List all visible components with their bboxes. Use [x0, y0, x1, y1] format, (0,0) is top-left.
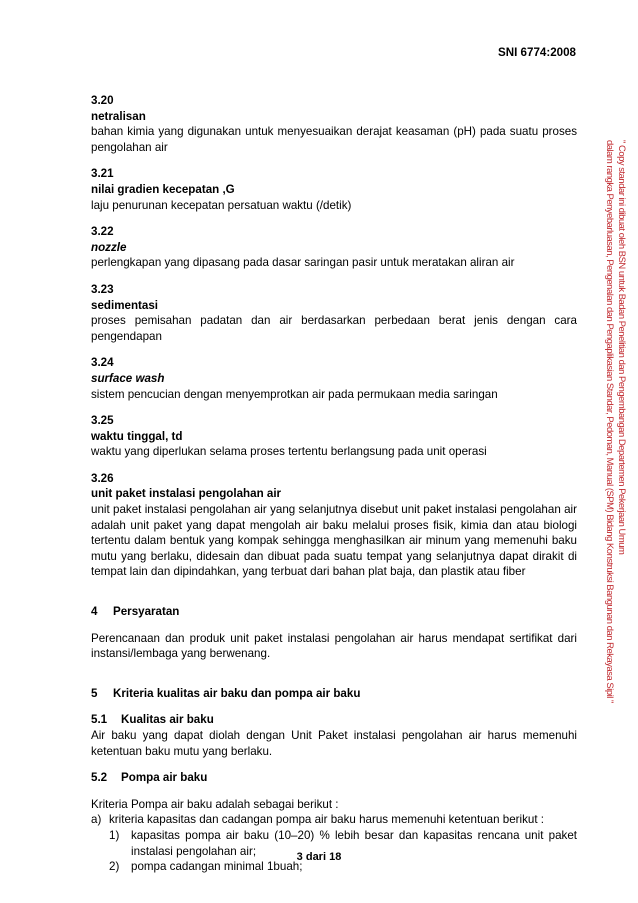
section-number: 5 [91, 686, 98, 700]
definition-term: sedimentasi [91, 298, 159, 312]
section-4-text: Perencanaan dan produk unit paket instalasi pengolahan air harus mendapat sertifikat dari instansi/lembaga yang berwenang. [91, 631, 577, 661]
section-5-2-intro: Kriteria Pompa air baku adalah sebagai berikut : [91, 797, 339, 811]
copyright-line-2: dalam rangka Penyebarluasan, Pengenalan dan Pengaplikasian Standar, Pedoman, Manual (SPM) Bidang Konstruksi Bangunan dan Rekayasa Sipil " [604, 140, 616, 703]
definition-3-26 [91, 471, 577, 580]
definition-number: 3.23 [91, 282, 114, 296]
definition-3-21 [91, 166, 577, 213]
definition-3-24 [91, 355, 577, 402]
definition-term: waktu tinggal, td [91, 429, 183, 443]
subsection-title: Kualitas air baku [121, 713, 214, 727]
definition-number: 3.26 [91, 471, 114, 485]
list-item-a [91, 812, 577, 828]
definition-3-25 [91, 413, 577, 460]
list-marker: 1) [109, 828, 120, 842]
list-marker: 2) [109, 860, 120, 874]
definition-text: waktu yang diperlukan selama proses tertentu berlangsung pada unit operasi [91, 445, 487, 459]
definition-text: proses pemisahan padatan dan air berdasarkan perbedaan berat jenis dengan cara pengendapan [91, 314, 577, 343]
definition-text: perlengkapan yang dipasang pada dasar saringan pasir untuk meratakan aliran air [91, 256, 515, 270]
definition-text: bahan kimia yang digunakan untuk menyesuaikan derajat keasaman (pH) pada suatu proses pengolahan air [91, 125, 577, 154]
definition-term: netralisan [91, 109, 146, 123]
section-title: Kriteria kualitas air baku dan pompa air baku [113, 686, 361, 700]
definition-number: 3.25 [91, 414, 114, 428]
subsection-number: 5.2 [91, 771, 108, 785]
section-title: Persyaratan [113, 605, 180, 619]
definition-text: laju penurunan kecepatan persatuan waktu (/detik) [91, 198, 352, 212]
list-marker: a) [91, 813, 102, 827]
section-5-1-heading [91, 712, 577, 728]
subsection-number: 5.1 [91, 713, 108, 727]
section-5-2-heading [91, 770, 577, 786]
copyright-note [604, 140, 628, 703]
definition-number: 3.22 [91, 225, 114, 239]
definition-text: unit paket instalasi pengolahan air yang selanjutnya disebut unit paket instalasi pengolahan air adalah unit paket yang dapat mengolah air baku melalui proses fisik, kimia dan atau biologi tertentu dalam bentuk yang kompak sehingga menghasilkan air minum yang memenuhi baku mutu yang berlaku, didesain dan dibuat pada suatu tempat yang selanjutnya dapat dirakit di tempat lain dan dipindahkan, yang terbuat dari bahan plat baja, dan plastik atau fiber [91, 503, 577, 579]
definition-term: nilai gradien kecepatan ,G [91, 182, 235, 196]
subsection-title: Pompa air baku [121, 771, 208, 785]
definition-term: surface wash [91, 371, 165, 385]
list-item-text: pompa cadangan minimal 1buah; [131, 860, 303, 874]
list-item-text: kriteria kapasitas dan cadangan pompa air baku harus memenuhi ketentuan berikut : [109, 813, 545, 827]
copyright-line-1: " Copy standar ini dibuat oleh BSN untuk Badan Penelitian dan Pengembangan Departemen Pekerjaan Umum [617, 140, 628, 555]
definition-text: sistem pencucian dengan menyemprotkan air pada permukaan media saringan [91, 387, 498, 401]
standard-code: SNI 6774:2008 [498, 46, 576, 59]
section-number: 4 [91, 605, 98, 619]
list-item-text: kapasitas pompa air baku (10–20) % lebih besar dan kapasitas rencana unit paket instalasi pengolahan air; [131, 828, 577, 858]
section-5-1-text: Air baku yang dapat diolah dengan Unit Paket instalasi pengolahan air harus memenuhi ketentuan baku mutu yang berlaku. [91, 729, 577, 758]
definition-term: unit paket instalasi pengolahan air [91, 487, 282, 501]
definition-term: nozzle [91, 240, 127, 254]
definition-number: 3.20 [91, 94, 114, 107]
definition-3-23 [91, 282, 577, 344]
section-5-heading [91, 686, 577, 702]
definition-3-22 [91, 224, 577, 271]
definition-number: 3.24 [91, 356, 114, 370]
page-number: 3 dari 18 [296, 851, 342, 863]
definition-number: 3.21 [91, 167, 114, 181]
document-body [91, 93, 577, 875]
definition-3-20 [91, 93, 577, 155]
section-4-heading [91, 604, 577, 620]
